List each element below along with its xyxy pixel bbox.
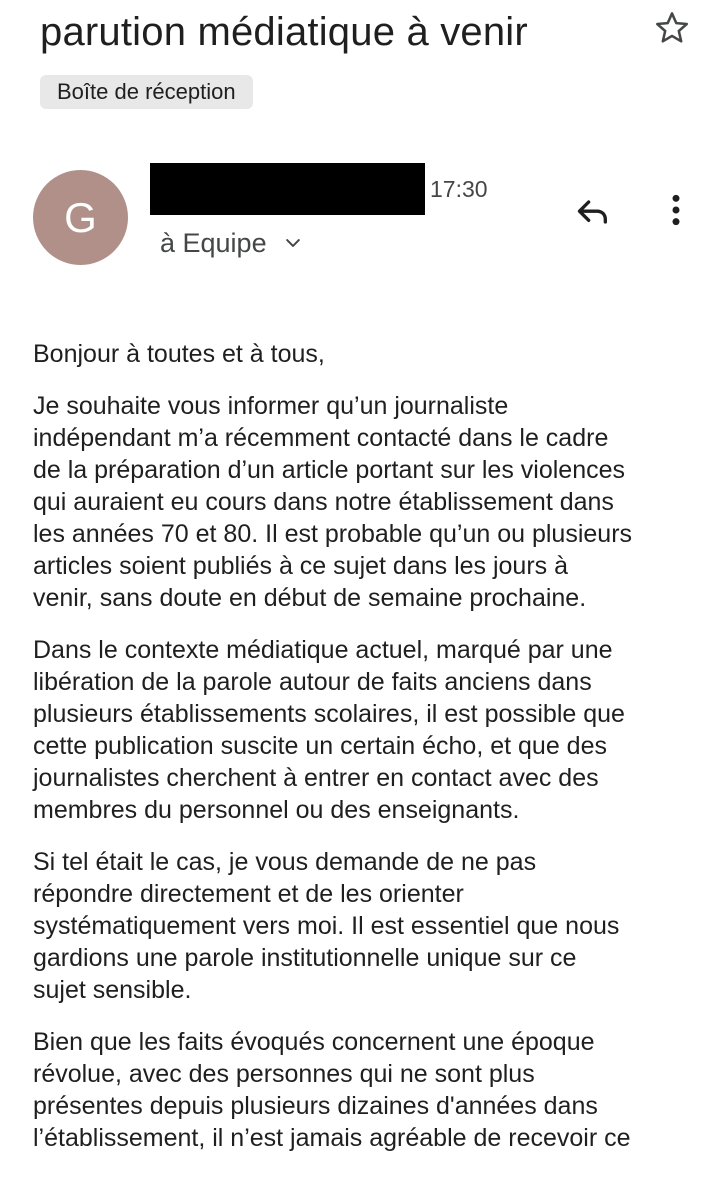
body-paragraph xyxy=(33,846,699,1006)
body-line: sujet sensible. xyxy=(33,976,192,1004)
body-line: révolue, avec des personnes qui ne sont plus xyxy=(33,1060,535,1088)
body-line: Je souhaite vous informer qu’un journaliste xyxy=(33,392,509,420)
body-line: plusieurs établissements scolaires, il est possible que xyxy=(33,700,625,728)
recipients-label: à Equipe xyxy=(160,227,267,258)
star-button[interactable] xyxy=(650,6,694,50)
body-paragraph xyxy=(33,390,699,614)
reply-button[interactable] xyxy=(568,188,616,236)
inbox-label-chip[interactable]: Boîte de réception xyxy=(40,75,253,109)
email-body xyxy=(33,338,699,1174)
body-line: journalistes cherchent à entrer en contact avec des xyxy=(33,764,599,792)
body-line: articles soient publiés à ce sujet dans les jours à xyxy=(33,552,569,580)
body-line: systématiquement vers moi. Il est essentiel que nous xyxy=(33,912,620,940)
body-line: Si tel était le cas, je vous demande de ne pas xyxy=(33,848,537,876)
reply-icon xyxy=(572,192,612,232)
body-paragraph xyxy=(33,338,699,370)
body-line: les années 70 et 80. Il est probable qu’un ou plusieurs xyxy=(33,520,633,548)
body-line: l’établissement, il n’est jamais agréable de recevoir ce xyxy=(33,1124,631,1152)
sender-name-redacted xyxy=(150,163,425,215)
email-subject: parution médiatique à venir xyxy=(40,10,528,54)
more-vertical-icon xyxy=(656,190,696,230)
body-line: de la préparation d’un article portant sur les violences xyxy=(33,456,626,484)
body-line: cette publication suscite un certain écho, et que des xyxy=(33,732,607,760)
body-line: venir, sans doute en début de semaine prochaine. xyxy=(33,584,587,612)
body-line: gardions une parole institutionnelle unique sur ce xyxy=(33,944,577,972)
body-line: présentes depuis plusieurs dizaines d'années dans xyxy=(33,1092,598,1120)
body-line: membres du personnel ou des enseignants. xyxy=(33,796,520,824)
body-line: Bien que les faits évoqués concernent une époque xyxy=(33,1028,595,1056)
body-line: répondre directement et de les orienter xyxy=(33,880,464,908)
sender-avatar[interactable]: G xyxy=(33,170,128,265)
recipients-toggle[interactable] xyxy=(160,223,303,263)
body-line: libération de la parole autour de faits anciens dans xyxy=(33,668,592,696)
body-paragraph xyxy=(33,1026,699,1154)
star-outline-icon xyxy=(653,9,691,47)
email-time: 17:30 xyxy=(430,176,488,202)
more-options-button[interactable] xyxy=(652,186,700,234)
body-line: indépendant m’a récemment contacté dans le cadre xyxy=(33,424,609,452)
body-line: Bonjour à toutes et à tous, xyxy=(33,340,325,368)
body-line: Dans le contexte médiatique actuel, marqué par une xyxy=(33,636,613,664)
body-paragraph xyxy=(33,634,699,826)
body-line: qui auraient eu cours dans notre établissement dans xyxy=(33,488,614,516)
chevron-down-icon xyxy=(283,233,303,253)
